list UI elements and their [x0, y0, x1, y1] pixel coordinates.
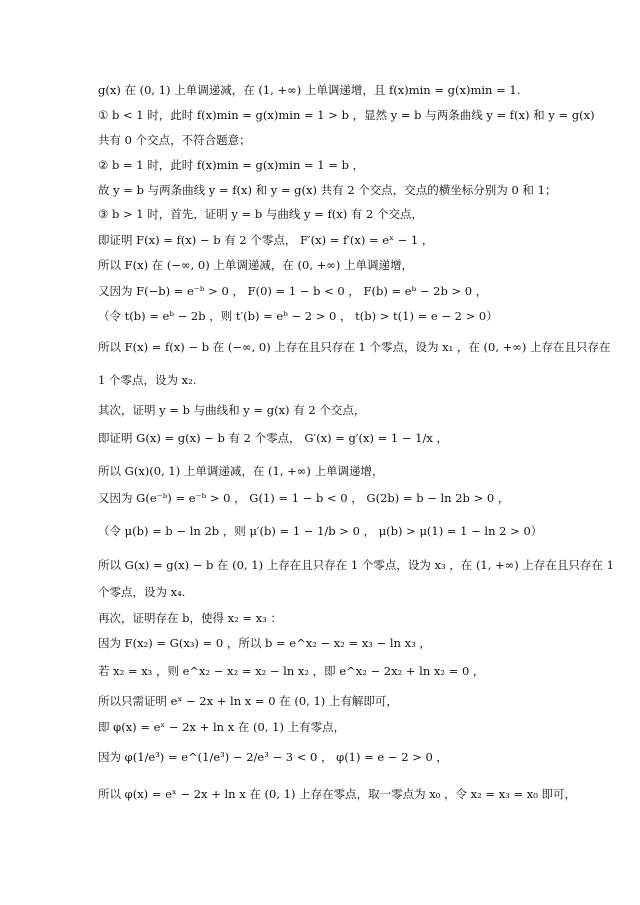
text-line: g(x) 在 (0, 1) 上单调递减，在 (1, +∞) 上单调递增，且 f(x)min = g(x)min = 1. [98, 83, 521, 97]
text-line: 若 x₂ = x₃ ，则 e^x₂ − x₂ = x₂ − ln x₂ ，即 e^x₂ − 2x₂ + ln x₂ = 0 ， [98, 664, 485, 678]
text-line: 又因为 G(e⁻ᵇ) = e⁻ᵇ > 0 ， G(1) = 1 − b < 0 ， G(2b) = b − ln 2b > 0 ， [98, 491, 510, 505]
text-line: 所以 G(x)(0, 1) 上单调递减，在 (1, +∞) 上单调递增， [98, 464, 384, 478]
text-line: 1 个零点，设为 x₂. [98, 373, 197, 387]
text-line: 又因为 F(−b) = e⁻ᵇ > 0 ， F(0) = 1 − b < 0 ， F(b) = eᵇ − 2b > 0 ， [98, 284, 488, 298]
text-line: 因为 F(x₂) = G(x₃) = 0 ，所以 b = e^x₂ − x₂ = x₃ − ln x₃ ， [98, 636, 431, 650]
text-line: 再次，证明存在 b，使得 x₂ = x₃ ： [98, 611, 282, 625]
text-line: 即 φ(x) = eˣ − 2x + ln x 在 (0, 1) 上有零点， [98, 720, 346, 734]
text-line: 所以 φ(x) = eˣ − 2x + ln x 在 (0, 1) 上存在零点，取一零点为 x₀ ，令 x₂ = x₃ = x₀ 即可， [98, 787, 576, 801]
text-line: （令 t(b) = eᵇ − 2b ，则 t′(b) = eᵇ − 2 > 0 ， t(b) > t(1) = e − 2 > 0） [98, 309, 498, 323]
text-line: ① b < 1 时，此时 f(x)min = g(x)min = 1 > b ，显然 y = b 与两条曲线 y = f(x) 和 y = g(x) [98, 108, 595, 122]
text-line: ③ b > 1 时，首先，证明 y = b 与曲线 y = f(x) 有 2 个交点， [98, 207, 423, 221]
text-line: 即证明 F(x) = f(x) − b 有 2 个零点， F′(x) = f′(x) = eˣ − 1 ， [98, 233, 434, 247]
text-line: 所以 F(x) 在 (−∞, 0) 上单调递减，在 (0, +∞) 上单调递增， [98, 258, 414, 272]
text-line: 个零点，设为 x₄. [98, 585, 186, 599]
text-line: 故 y = b 与两条曲线 y = f(x) 和 y = g(x) 共有 2 个交点，交点的横坐标分别为 0 和 1； [98, 183, 557, 197]
text-line: 所以 F(x) = f(x) − b 在 (−∞, 0) 上存在且只存在 1 个零点，设为 x₁ ，在 (0, +∞) 上存在且只存在 [98, 340, 611, 354]
text-line: 所以 G(x) = g(x) − b 在 (0, 1) 上存在且只存在 1 个零点，设为 x₃ ，在 (1, +∞) 上存在且只存在 1 [98, 558, 614, 572]
text-line: 因为 φ(1/e³) = e^(1/e³) − 2/e³ − 3 < 0 ， φ(1) = e − 2 > 0 ， [98, 750, 448, 764]
text-line: 其次，证明 y = b 与曲线和 y = g(x) 有 2 个交点， [98, 403, 366, 417]
text-line: 所以只需证明 eˣ − 2x + ln x = 0 在 (0, 1) 上有解即可， [98, 694, 398, 708]
text-line: ② b = 1 时，此时 f(x)min = g(x)min = 1 = b ， [98, 158, 365, 172]
text-line: 共有 0 个交点，不符合题意； [98, 133, 251, 147]
text-line: （令 μ(b) = b − ln 2b ，则 μ′(b) = 1 − 1/b > 0 ， μ(b) > μ(1) = 1 − ln 2 > 0） [98, 524, 543, 538]
text-line: 即证明 G(x) = g(x) − b 有 2 个零点， G′(x) = g′(x) = 1 − 1/x ， [98, 431, 448, 445]
